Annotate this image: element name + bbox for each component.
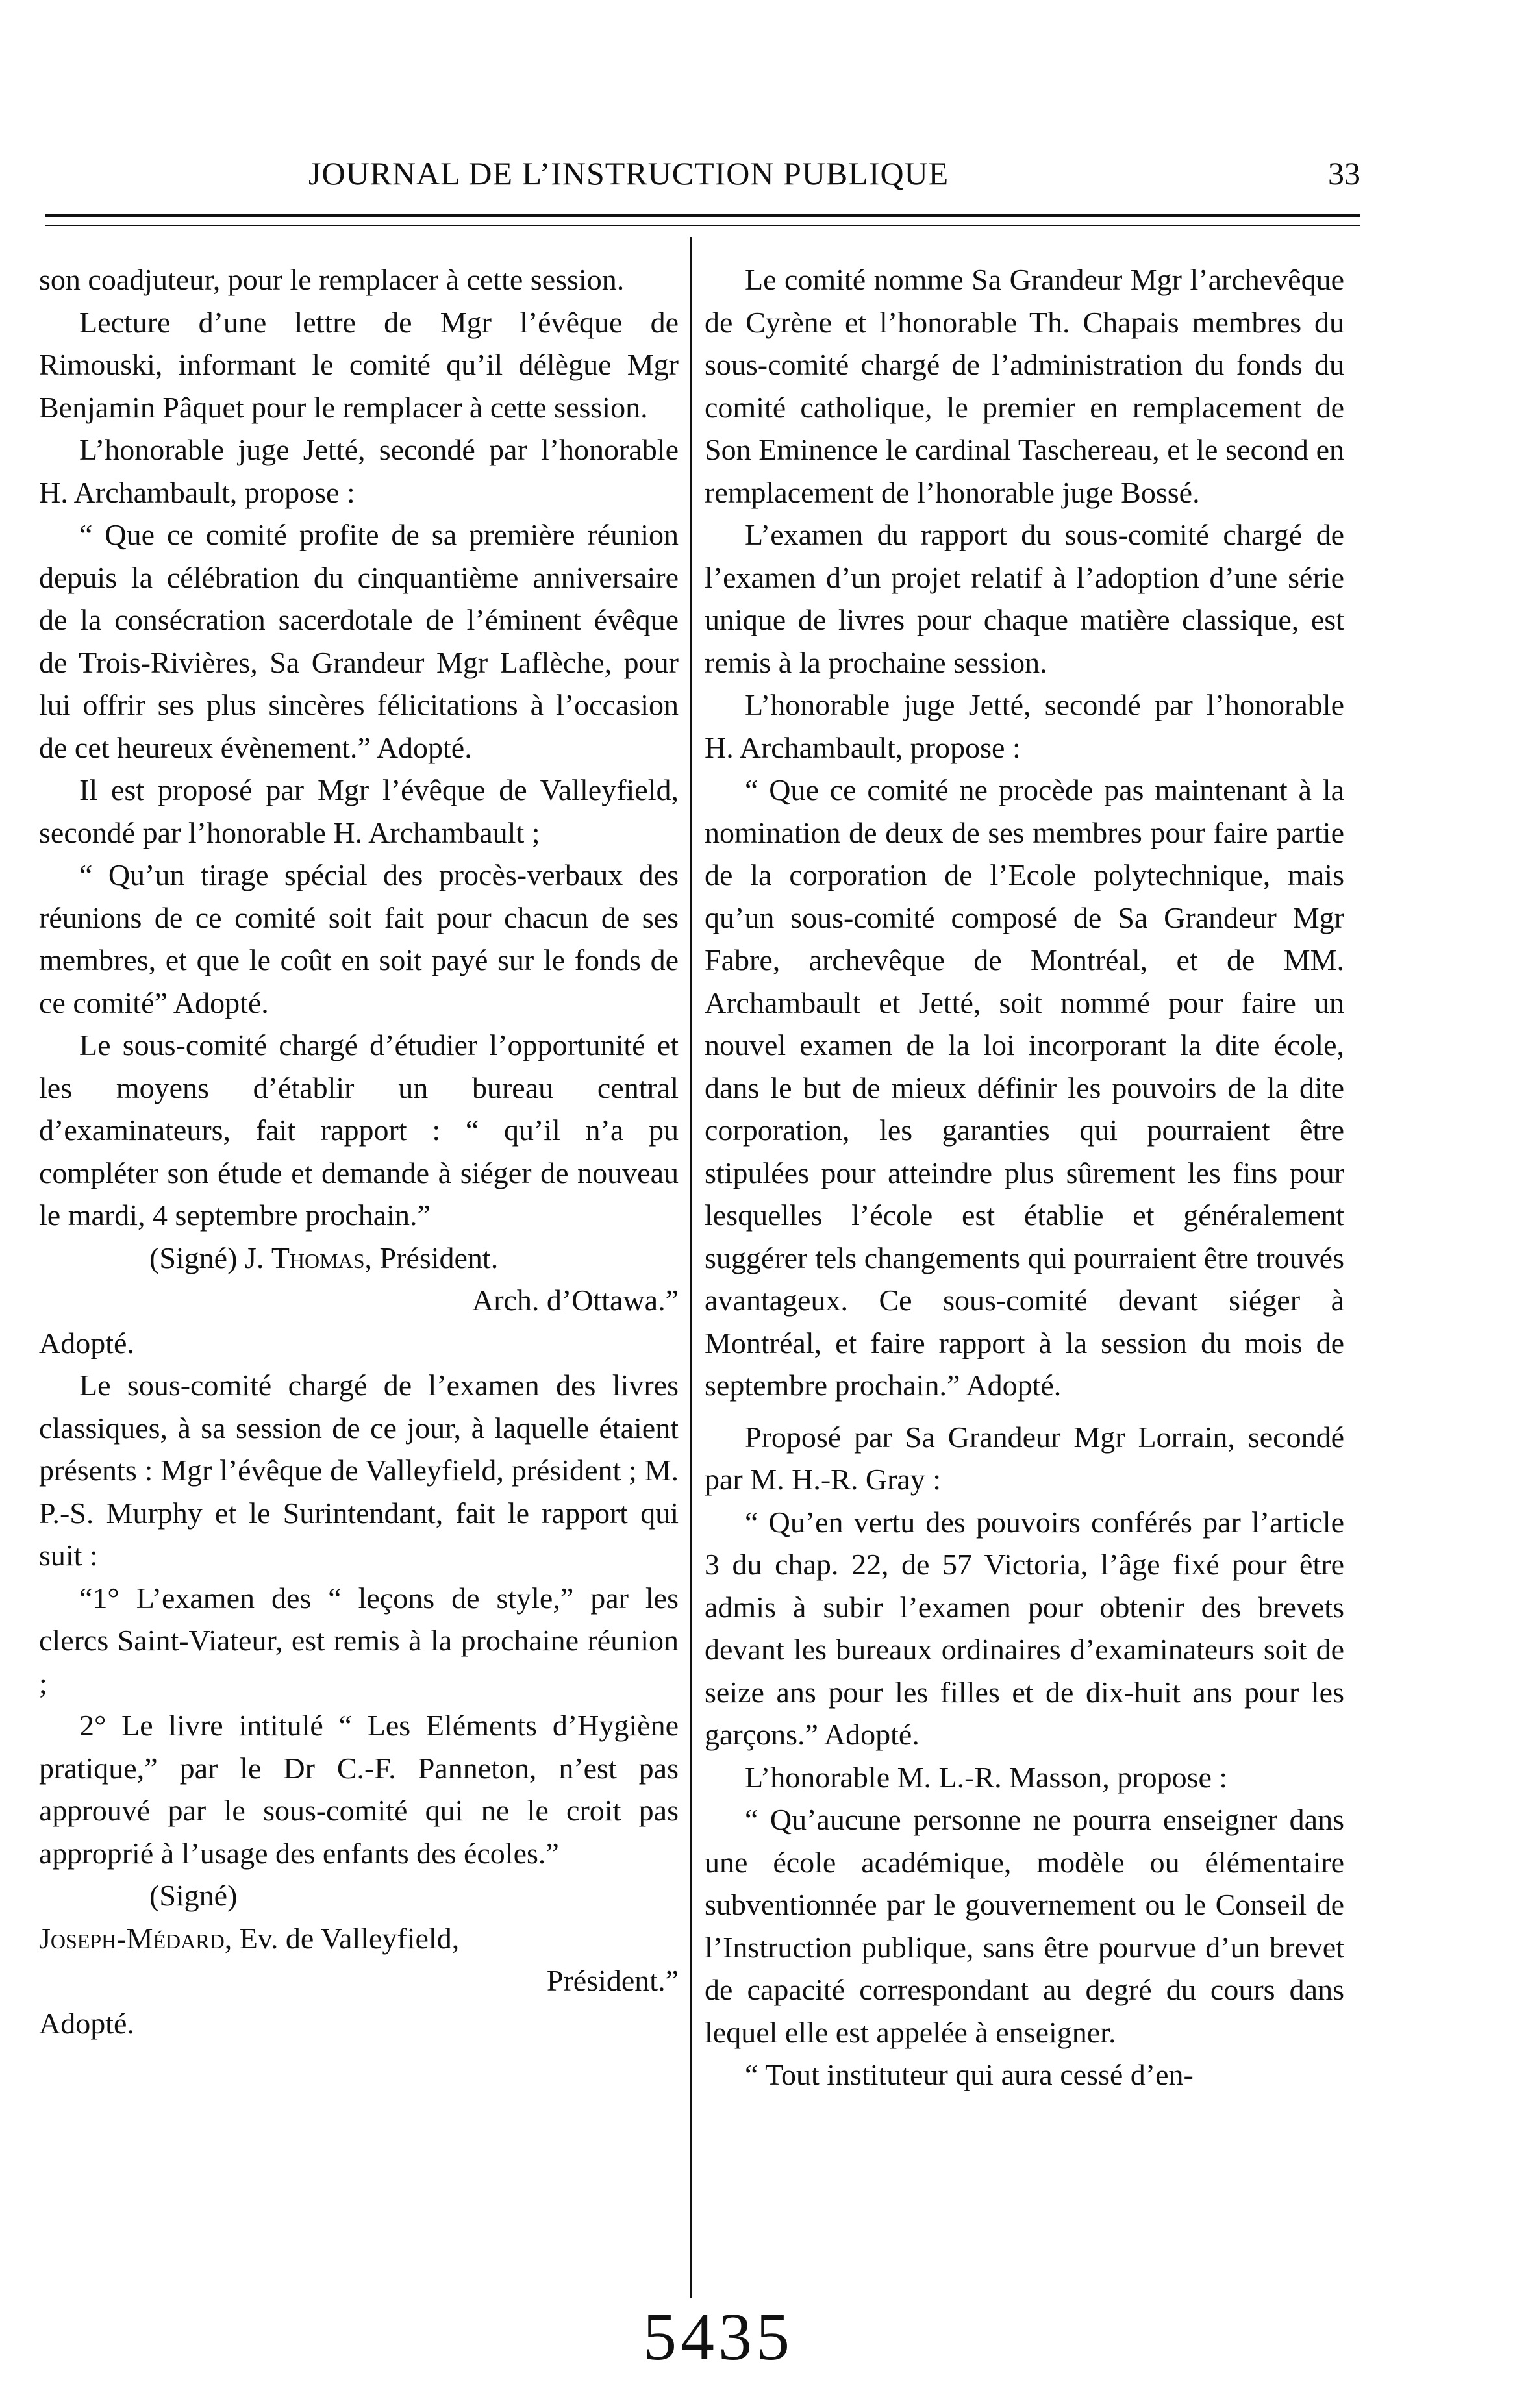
paragraph: “ Tout instituteur qui aura cessé d’en- <box>745 2058 1194 2091</box>
paragraph: son coadjuteur, pour le remplacer à cette session. <box>39 263 625 296</box>
paragraph: Proposé par Sa Grandeur Mgr Lorrain, secondé par M. H.-R. Gray : <box>705 1420 1344 1496</box>
paragraph: 2° Le livre intitulé “ Les Eléments d’Hygiène pratique,” par le Dr C.-F. Panneton, n’est pas approuvé par le sous-comité qui ne le croit pas approprié à l’usage des enfants des écoles.” <box>39 1709 679 1870</box>
header-rule-thin <box>45 225 1360 226</box>
signature-title: Président.” <box>546 1964 679 1997</box>
paragraph: Le comité nomme Sa Grandeur Mgr l’archevêque de Cyrène et l’honorable Th. Chapais membres du sous-comité chargé de l’administration du fonds du comité catholique, le premier en remplacement de Son Eminence le cardinal Taschereau, et le second en remplacement de l’honorable juge Bossé. <box>705 263 1344 509</box>
adopted-note: Adopté. <box>39 2006 134 2040</box>
paragraph: “ Qu’un tirage spécial des procès-verbaux des réunions de ce comité soit fait pour chacun de ses membres, et que le coût en soit payé sur le fonds de ce comité” Adopté. <box>39 858 679 1019</box>
signature-name: Thomas <box>271 1241 365 1274</box>
paragraph: “ Qu’en vertu des pouvoirs conférés par l’article 3 du chap. 22, de 57 Victoria, l’âge fixé pour être admis à subir l’examen pour obtenir des brevets devant les bureaux ordinaires d’examinateurs soit de seize ans pour les filles et de dix-huit ans pour les garçons.” Adopté. <box>705 1505 1344 1751</box>
paragraph: L’honorable juge Jetté, secondé par l’honorable H. Archambault, propose : <box>705 688 1344 764</box>
paragraph: “ Qu’aucune personne ne pourra enseigner dans une école académique, modèle ou élémentaire subventionnée par le gouvernement ou le Conseil de l’Instruction publique, sans être pourvue d’un brevet de capacité correspondant au degré du cours dans lequel elle est appelée à enseigner. <box>705 1803 1344 2049</box>
header-rule-thick <box>45 214 1360 217</box>
paragraph: L’examen du rapport du sous-comité chargé de l’examen d’un projet relatif à l’adoption d’une série unique de livres pour chaque matière classique, est remis à la prochaine session. <box>705 518 1344 679</box>
running-title: JOURNAL DE L’INSTRUCTION PUBLIQUE <box>308 155 949 192</box>
page-number: 33 <box>1328 155 1360 192</box>
right-column <box>705 258 1344 2096</box>
signature-line <box>39 1237 679 1280</box>
signature-suffix: , Ev. de Valleyfield, <box>224 1921 460 1955</box>
signature-label: (Signé) <box>149 1879 238 1912</box>
paragraph: “ Que ce comité ne procède pas maintenant à la nomination de deux de ses membres pour faire partie de la corporation de l’Ecole polytechnique, mais qu’un sous-comité composé de Sa Grandeur Mgr Fabre, archevêque de Montréal, et de MM. Archambault et Jetté, soit nommé pour faire un nouvel examen de la loi incorporant la dite école, dans le but de mieux définir les pouvoirs de la dite corporation, les garanties qui pourraient être stipulées pour atteindre plus sûrement les fins pour lesquelles l’école est établie et généralement suggérer tels changements qui pourraient être trouvés avantageux. Ce sous-comité devant siéger à Montréal, et faire rapport à la session du mois de septembre prochain.” Adopté. <box>705 773 1344 1402</box>
column-divider <box>690 237 692 2298</box>
signature-title: Arch. d’Ottawa.” <box>471 1284 679 1317</box>
signature-line <box>39 1917 679 1960</box>
left-column <box>39 258 679 2044</box>
paragraph: Il est proposé par Mgr l’évêque de Valleyfield, secondé par l’honorable H. Archambault ; <box>39 773 679 849</box>
paragraph: Lecture d’une lettre de Mgr l’évêque de Rimouski, informant le comité qu’il délègue Mgr Benjamin Pâquet pour le remplacer à cette session. <box>39 305 679 424</box>
paragraph: “ Que ce comité profite de sa première réunion depuis la célébration du cinquantième anniversaire de la consécration sacerdotale de l’éminent évêque de Trois-Rivières, Sa Grandeur Mgr Laflèche, pour lui offrir ses plus sincères félicitations à l’occasion de cet heureux évènement.” Adopté. <box>39 518 679 764</box>
page-header <box>45 155 1360 200</box>
paragraph: Le sous-comité chargé de l’examen des livres classiques, à sa session de ce jour, à laquelle étaient présents : Mgr l’évêque de Valleyfield, président ; M. P.-S. Murphy et le Surintendant, fait le rapport qui suit : <box>39 1369 679 1572</box>
signature-suffix: , Président. <box>364 1241 499 1274</box>
sheet-number: 5435 <box>643 2300 794 2374</box>
paragraph: “1° L’examen des “ leçons de style,” par les clercs Saint-Viateur, est remis à la prochaine réunion ; <box>39 1581 679 1700</box>
signature-name: Joseph-Médard <box>39 1921 225 1955</box>
paragraph: L’honorable juge Jetté, secondé par l’honorable H. Archambault, propose : <box>39 433 679 509</box>
paragraph: Le sous-comité chargé d’étudier l’opportunité et les moyens d’établir un bureau central d’examinateurs, fait rapport : “ qu’il n’a pu compléter son étude et demande à siéger de nouveau le mardi, 4 septembre prochain.” <box>39 1028 679 1232</box>
adopted-note: Adopté. <box>39 1326 134 1359</box>
signature-prefix: (Signé) J. <box>149 1241 271 1274</box>
paragraph: L’honorable M. L.-R. Masson, propose : <box>745 1760 1228 1794</box>
